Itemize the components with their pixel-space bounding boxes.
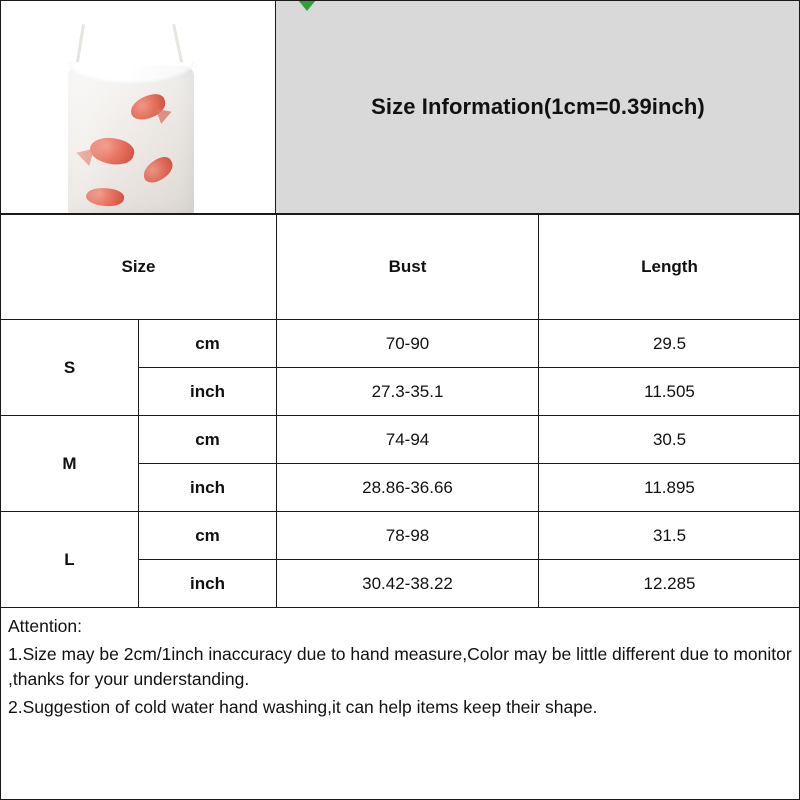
length-value: 11.505 [539, 368, 800, 416]
garment-illustration [46, 10, 222, 210]
attention-line-1: 1.Size may be 2cm/1inch inaccuracy due to hand measure,Color may be little different due to monitor ,thanks for your understanding. [8, 643, 792, 689]
bust-value: 74-94 [277, 416, 539, 464]
header-cell-length: Length [539, 215, 800, 320]
page-title: Size Information(1cm=0.39inch) [371, 93, 705, 119]
unit-cell: inch [139, 368, 277, 416]
bust-value: 27.3-35.1 [277, 368, 539, 416]
fabric-shading [68, 66, 194, 213]
bust-value: 30.42-38.22 [277, 560, 539, 608]
size-label-s: S [1, 320, 139, 416]
attention-block [0, 608, 800, 719]
unit-cell: inch [139, 464, 277, 512]
bust-value: 28.86-36.66 [277, 464, 539, 512]
header-cell-bust: Bust [277, 215, 539, 320]
table-row [1, 320, 800, 368]
size-label-l: L [1, 512, 139, 608]
length-value: 31.5 [539, 512, 800, 560]
title-banner [276, 0, 800, 213]
header-row [0, 0, 800, 214]
bust-value: 70-90 [277, 320, 539, 368]
attention-line-2: 2.Suggestion of cold water hand washing,it can help items keep their shape. [8, 696, 598, 717]
length-value: 11.895 [539, 464, 800, 512]
table-row [1, 512, 800, 560]
bust-value: 78-98 [277, 512, 539, 560]
header-cell-size: Size [1, 215, 277, 320]
unit-cell: cm [139, 512, 277, 560]
table-header-row [1, 215, 800, 320]
length-value: 29.5 [539, 320, 800, 368]
size-table [0, 214, 800, 608]
unit-cell: cm [139, 320, 277, 368]
length-value: 30.5 [539, 416, 800, 464]
attention-heading: Attention: [8, 616, 82, 636]
length-value: 12.285 [539, 560, 800, 608]
product-photo [0, 0, 276, 213]
unit-cell: cm [139, 416, 277, 464]
corner-marker-icon [298, 0, 316, 11]
unit-cell: inch [139, 560, 277, 608]
table-row [1, 416, 800, 464]
size-label-m: M [1, 416, 139, 512]
